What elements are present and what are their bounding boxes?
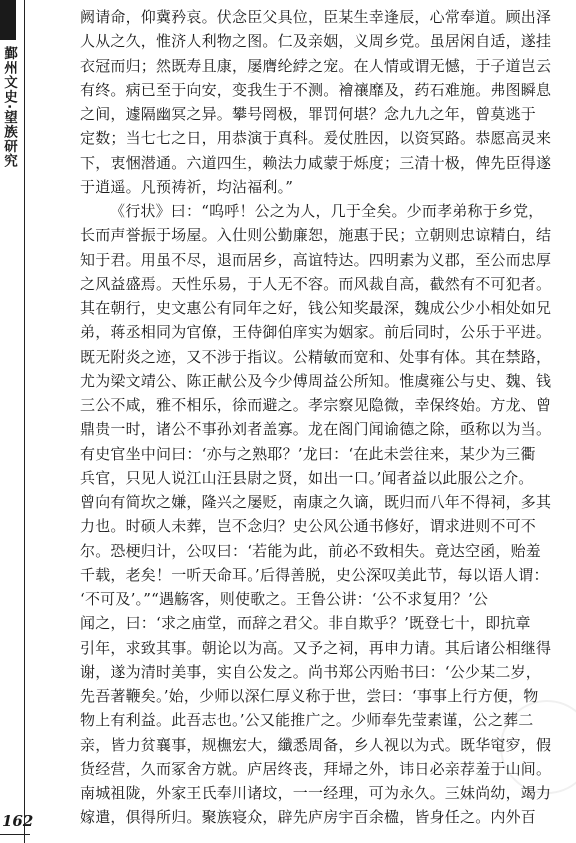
page-number-rule (0, 834, 30, 835)
text-line: 南城祖陇，外家王氏奉川诸坟，一一经理，可为永久。三妹尚幼，竭力 (80, 784, 552, 802)
text-line: 亲，皆力贫襄事，规橅宏大，纖悉周备，乡人视以为式。既华窀穸，假 (80, 735, 552, 754)
body-text (80, 5, 568, 830)
text-line: 于逍遥。凡预祷祈，均沾福利。” (80, 177, 294, 196)
text-line: 衣冠而归；然既寿且康，屡膺纶綍之宠。在人情或谓无憾，于子道岂云 (80, 56, 552, 75)
text-line: 《行状》曰：“呜呼！公之为人，几于全矣。少而孝弟称于乡党， (110, 202, 544, 220)
sidebar-black-block (0, 0, 16, 40)
text-line: 兵官，只见人说江山汪县尉之贤，如出一口。’闻者益以此服公之介。 (80, 468, 534, 487)
text-line: 嫁遣，俱得所归。聚族寝众，辟先庐房宇百余楹，皆身任之。内外百 (80, 808, 537, 827)
text-line: 鼎贵一时，诸公不事孙刘者盖寡。龙在阁门闻谕德之除，亟称以为当。 (80, 420, 552, 439)
text-line: 人从之久，惟济人利物之图。仁及亲姻，义周乡党。虽居闲自适，遂挂 (80, 32, 552, 51)
text-line: 下，衷悃潜通。六道四生，赖法力咸蒙于烁度；三清十极，俾先臣得遂 (80, 153, 552, 172)
text-line: 其在朝行，史文惠公有同年之好，钱公知奖最深，魏成公少小相处如兄 (80, 299, 552, 317)
page-number: 162 (2, 812, 34, 830)
text-line: 三公不咸，雅不相乐，徐而避之。孝宗察见隐微，幸保终始。方龙、曾 (80, 396, 552, 414)
text-line: 尤为梁文靖公、陈正献公及今少傅周益公所知。惟虞雍公与史、魏、钱 (80, 371, 552, 390)
text-line: 知于君。用虽不尽，退而居乡，高谊特达。四明素为义郡，至公而忠厚 (80, 250, 552, 269)
text-line: 先吾著鞭矣。’始，少师以深仁厚义称于世，尝曰：‘事事上行方便，物 (80, 687, 539, 705)
text-line: 之风益盛焉。天性乐易，于人无不容。而风裁自高，截然有不可犯者。 (80, 274, 552, 293)
text-line: 既无附炎之迹，又不涉于指议。公精敏而宽和、处事有体。其在禁路， (80, 347, 552, 366)
sidebar-divider-line (24, 0, 25, 843)
text-line: 谢，遂为清时美事，实自公发之。尚书郑公丙贻书曰：‘公少某二岁， (80, 662, 541, 681)
text-line: 货经营，久而冢舍方就。庐居终丧，拜埽之外，讳日必亲荐羞于山间。 (80, 759, 552, 778)
sidebar-section-title: 鄞州文史·望族研究 (1, 46, 17, 169)
text-line: 千载，老矣！一听天命耳。’后得善脱，史公深叹美此节，每以语人谓： (80, 565, 549, 584)
text-line: 力也。时硕人未葬，岂不念归？史公风公通书修好，谓求进则不可不 (80, 517, 537, 536)
text-line: 闻之，曰：‘求之庙堂，而辞之君父。非自欺乎？’既登七十，即抗章 (80, 614, 531, 633)
text-line: 定数；当七七之日，用恭演于真科。爰仗胜因，以资冥路。恭愿高灵来 (80, 129, 552, 148)
text-line: 阙请命，仰冀矜哀。伏念臣父具位，臣某生幸逢辰，心常奉道。顾出泽 (80, 8, 552, 26)
text-line: ‘不可及’。”“遇觞客，则使歌之。王鲁公讲：‘公不求复用？’公 (80, 590, 489, 608)
text-line: 长而声誉振于场屋。入仕则公勤廉恕，施惠于民；立朝则忠谅精白，结 (80, 226, 552, 245)
text-line: 弟，蒋丞相同为官僚，王侍御伯庠实为姻家。前后同时，公乐于平进。 (80, 323, 552, 342)
text-line: 之间，遽隔幽冥之异。攀号罔极，罪罚何堪？念九九之年，曾莫逃于 (80, 105, 537, 123)
text-line: 有终。病已至于向安，变我生于不测。襘禳靡及，药石难施。弗图瞬息 (80, 80, 552, 99)
text-line: 引年，求致其事。朝论以为高。又予之祠，再申力请。其后诸公相继得 (80, 638, 552, 657)
text-line: 有史官坐中问曰：‘亦与之熟耶？’龙曰：‘在此未尝往来，某少为三衢 (80, 444, 536, 463)
text-line: 尔。恐梗归计，公叹曰：‘若能为此，前必不致相失。竟达空函，贻羞 (80, 541, 541, 560)
text-line: 物上有利益。此吾志也。’公又能推广之。少师奉先莹素谨，公之葬二 (80, 711, 534, 730)
text-line: 曾向有简坎之嫌，隆兴之屡贬，南康之久谪，既归而八年不得祠，多其 (80, 493, 552, 511)
